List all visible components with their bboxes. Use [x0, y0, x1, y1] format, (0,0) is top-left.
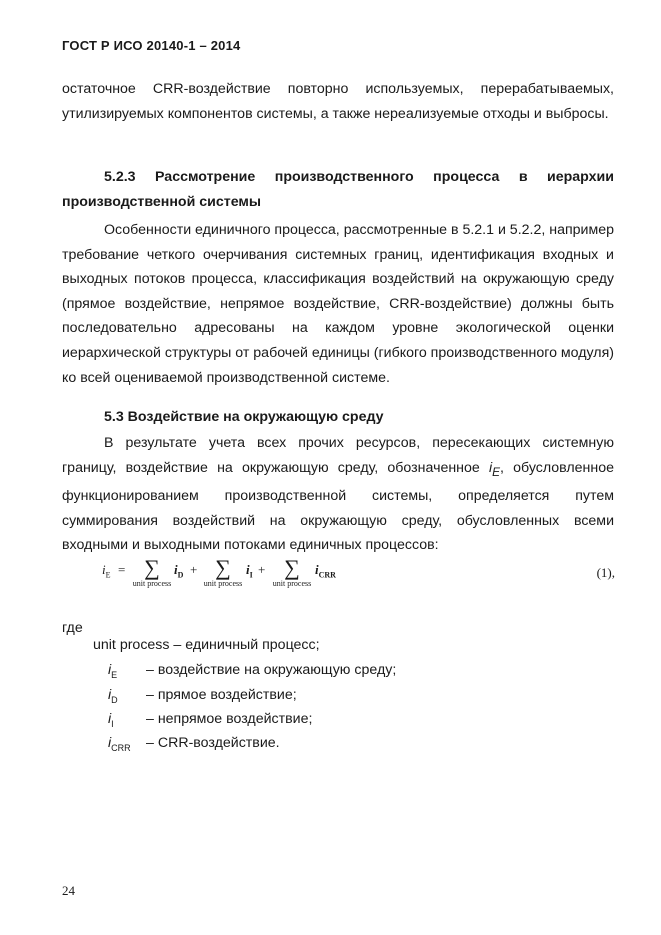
where-label: где — [62, 620, 83, 636]
sum-symbol: ∑ unit process — [272, 555, 312, 588]
term-icrr: $i_{CRR}$ — [315, 562, 336, 580]
legend-item: unit process – единичный процесс; — [93, 637, 320, 653]
plus-sign: + — [190, 562, 198, 577]
section-heading-5-3: 5.3 Воздействие на окружающую среду — [104, 409, 384, 425]
section-heading-5-2-3: 5.2.3 Рассмотрение производственного процесса в иерархии производственной системы — [62, 169, 614, 210]
symbol-ie: $i_E$ — [488, 459, 501, 479]
sum-symbol: ∑ unit process — [203, 555, 243, 588]
formula-equals: = — [118, 562, 126, 577]
paragraph: Особенности единичного процесса, рассмотренные в 5.2.1 и 5.2.2, например требование четкого очерчивания системных границ, идентификация входных и выходных потоков процесса, классификация воздействий на окружающую среду (прямое воздействие, непрямое воздействие, CRR-воздействие) должны быть последовательно адресованы на каждом уровне экологической оценки иерархической структуры от рабочей единицы (гибкого производственного модуля) ко всей оцениваемой производственной системе. — [62, 222, 615, 386]
document-header: ГОСТ Р ИСО 20140-1 – 2014 — [62, 38, 241, 53]
page-number: 24 — [62, 883, 75, 898]
legend-item: $i_I$ – непрямое воздействие; — [108, 711, 313, 729]
term-ii: $i_I$ — [246, 562, 253, 580]
paragraph: остаточное CRR-воздействие повторно используемых, перерабатываемых, утилизируемых компонентов системы, а также нереализуемые отходы и выбросы. — [62, 81, 614, 122]
formula-lhs: $i_E$ — [102, 562, 111, 580]
formula-number: (1), — [596, 565, 615, 580]
sum-symbol: ∑ unit process — [132, 555, 172, 588]
formula-1 — [100, 557, 615, 597]
term-id: $i_D$ — [174, 562, 184, 580]
legend-item: $i_D$ – прямое воздействие; — [108, 687, 297, 705]
legend-item: $i_{CRR}$ – CRR-воздействие. — [108, 735, 280, 753]
paragraph: В результате учета всех прочих ресурсов, пересекающих системную границу, воздействие на окружающую среду, обозначенное $i_E$, обусловленное функционированием производственной системы, определяется путем суммирования воздействий на окружающую среду, обусловленных всеми входными и выходными потоками единичных процессов: — [62, 435, 615, 554]
plus-sign: + — [258, 562, 266, 577]
legend-item: $i_E$ – воздействие на окружающую среду; — [108, 662, 397, 680]
